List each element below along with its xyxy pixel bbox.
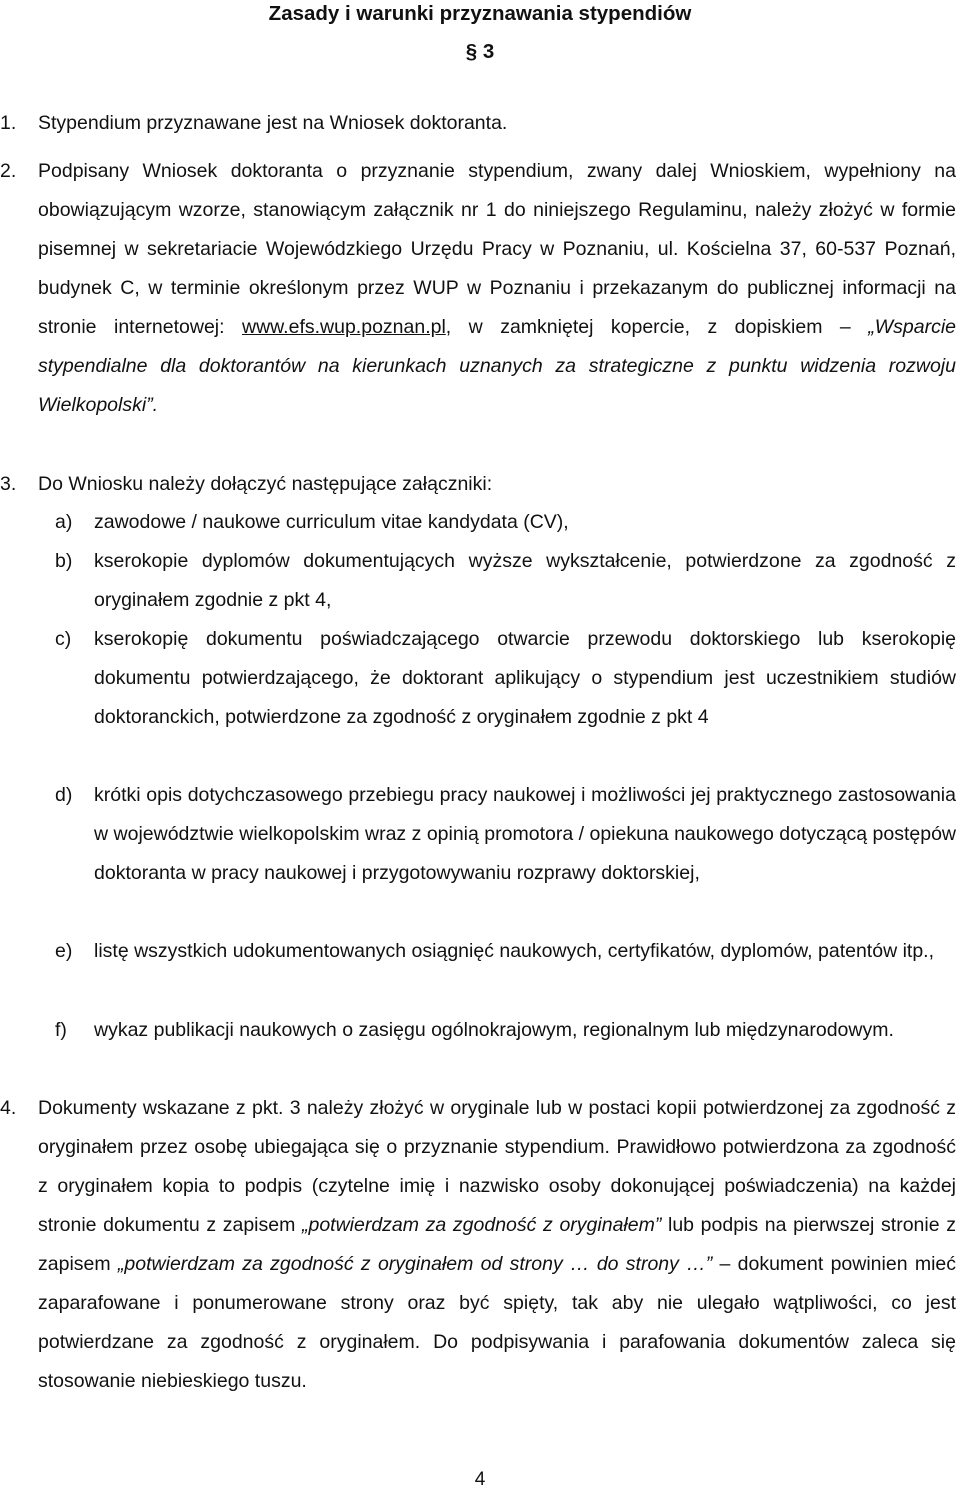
sub-item-label: f) [55,1019,67,1041]
item-text-segment: Stypendium przyznawane jest na Wniosek doktoranta. [38,112,508,134]
sub-item-label: a) [55,511,73,533]
certification-phrase-pages: „potwierdzam za zgodność z oryginałem od strony … do strony …” [117,1253,713,1275]
list-item-4 [0,1089,960,1401]
sub-item-c [0,620,960,737]
section-paragraph-mark: § 3 [465,40,495,63]
list-item-2 [0,152,960,425]
item-text-segment: lub podpis na pierwszej stronie z zapisem [38,1214,956,1275]
item-number: 4. [0,1097,17,1119]
sub-item-label: b) [55,550,73,572]
sub-item-a [0,503,960,542]
item-text [38,465,956,504]
item-text [38,104,956,143]
sub-item-text: krótki opis dotychczasowego przebiegu pracy naukowej i możliwości jej praktycznego zastosowania w województwie wielkopolskim wraz z opinią promotora / opiekuna naukowego dotyczącą postępów doktoranta w pracy naukowej i przygotowywaniu rozprawy doktorskiej, [94,784,956,884]
sub-item-label: d) [55,784,73,806]
document-title: Zasady i warunki przyznawania stypendiów [268,2,692,25]
item-text-segment: Podpisany Wniosek doktoranta o przyznanie stypendium, zwany dalej Wnioskiem, wypełniony na obowiązującym wzorze, stanowiącym załącznik nr 1 do niniejszego Regulaminu, należy złożyć w formie pisemnej w sekretariacie Wojewódzkiego Urzędu Pracy w Poznaniu, ul. Kościelna 37, 60-537 Poznań, budynek C, w terminie określonym przez WUP w Poznaniu i przekazanym do publicznej informacji na stronie internetowej: [38,160,956,338]
list-item-3 [0,465,960,504]
sub-item-f [0,1011,960,1050]
sub-item-d [0,776,960,893]
item-text-segment: – dokument powinien mieć zaparafowane i ponumerowane strony oraz być spięty, tak aby nie ulegało wątpliwości, co jest potwierdzane za zgodność z oryginałem. Do podpisywania i parafowania dokumentów zaleca się stosowanie niebieskiego tuszu. [38,1253,957,1392]
item-text [38,1089,956,1401]
sub-item-text: zawodowe / naukowe curriculum vitae kandydata (CV), [94,511,569,533]
item-number: 2. [0,160,17,182]
sub-item-label: c) [55,628,72,650]
page-number: 4 [474,1469,486,1490]
sub-item-text: listę wszystkich udokumentowanych osiągnięć naukowych, certyfikatów, dyplomów, patentów itp., [94,940,934,962]
item-text-segment: , w zamkniętej kopercie, z dopiskiem – [445,316,869,338]
list-item-1 [0,104,960,143]
item-text-segment: Dokumenty wskazane z pkt. 3 należy złożyć w oryginale lub w postaci kopii potwierdzonej za zgodność z oryginałem przez osobę ubiegająca się o przyznanie stypendium. Prawidłowo potwierdzona za zgodność z oryginałem kopia to podpis (czytelne imię i nazwisko osoby dokonującej poświadczenia) na każdej stronie dokumentu z zapisem [38,1097,956,1236]
item-text-segment: Do Wniosku należy dołączyć następujące załączniki: [38,473,493,495]
item-text [38,152,956,425]
sub-item-e [0,932,960,971]
certification-phrase: „potwierdzam za zgodność z oryginałem” [301,1214,662,1236]
website-link[interactable]: www.efs.wup.poznan.pl [242,316,446,338]
sub-item-text: kserokopię dokumentu poświadczającego otwarcie przewodu doktorskiego lub kserokopię dokumentu potwierdzającego, że doktorant aplikujący o stypendium jest uczestnikiem studiów doktoranckich, potwierdzone za zgodność z oryginałem zgodnie z pkt 4 [94,628,956,728]
sub-item-text: kserokopie dyplomów dokumentujących wyższe wykształcenie, potwierdzone za zgodność z oryginałem zgodnie z pkt 4, [94,550,956,611]
item-number: 1. [0,112,17,134]
sub-item-label: e) [55,940,73,962]
annotation-quote: „Wsparcie stypendialne dla doktorantów na kierunkach uznanych za strategiczne z punktu widzenia rozwoju Wielkopolski”. [38,316,956,416]
sub-item-text: wykaz publikacji naukowych o zasięgu ogólnokrajowym, regionalnym lub międzynarodowym. [94,1019,894,1041]
item-number: 3. [0,473,17,495]
sub-item-b [0,542,960,620]
